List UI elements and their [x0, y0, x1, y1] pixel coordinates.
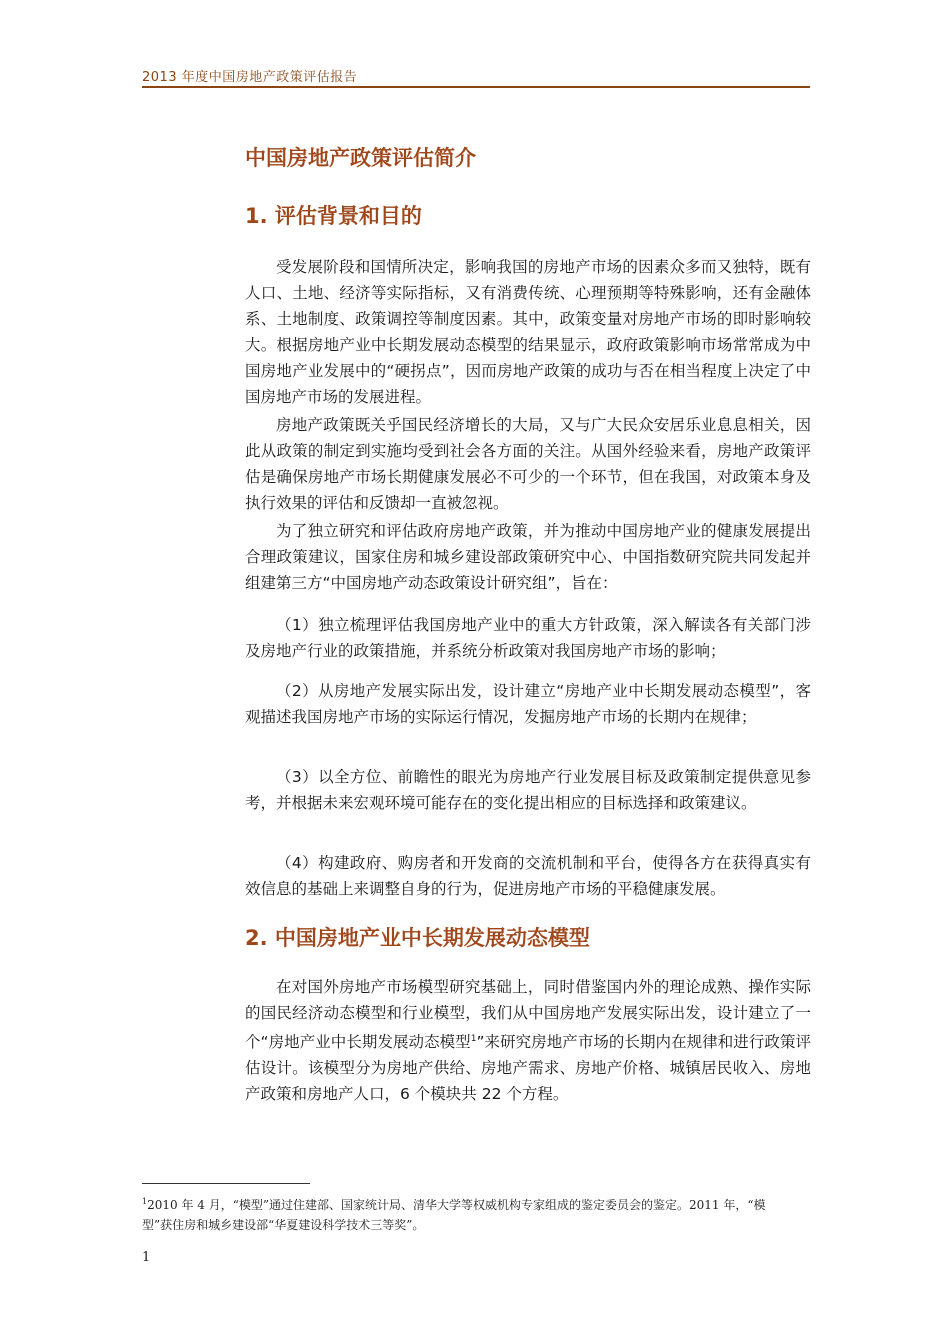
footnote-number: 1	[142, 1197, 148, 1206]
section1-paragraph-2: 房地产政策既关乎国民经济增长的大局，又与广大民众安居乐业息息相关，因此从政策的制定到实施均受到社会各方面的关注。从国外经验来看，房地产政策评估是确保房地产市场长期健康发展必不可少的一个环节，但在我国，对政策本身及执行效果的评估和反馈却一直被忽视。	[245, 416, 811, 512]
footnote-divider	[142, 1183, 310, 1184]
footnote-text: 2010 年 4 月，“模型”通过住建部、国家统计局、清华大学等权威机构专家组成的鉴定委员会的鉴定。2011 年，“模型”获住房和城乡建设部“华夏建设科学技术三等奖”。	[142, 1198, 766, 1232]
section1-goal-1: （1）独立梳理评估我国房地产业中的重大方针政策，深入解读各有关部门涉及房地产行业的政策措施，并系统分析政策对我国房地产市场的影响；	[245, 616, 811, 660]
header-title: 2013 年度中国房地产政策评估报告	[142, 70, 358, 85]
footnote-reference[interactable]: 1	[470, 1034, 477, 1044]
section1-goal-4: （4）构建政府、购房者和开发商的交流机制和平台，使得各方在获得真实有效信息的基础上来调整自身的行为，促进房地产市场的平稳健康发展。	[245, 854, 811, 898]
page-header	[142, 66, 810, 85]
section1-paragraph-1: 受发展阶段和国情所决定，影响我国的房地产市场的因素众多而又独特，既有人口、土地、经济等实际指标，又有消费传统、心理预期等特殊影响，还有金融体系、土地制度、政策调控等制度因素。其中，政策变量对房地产市场的即时影响较大。根据房地产业中长期发展动态模型的结果显示，政府政策影响市场常常成为中国房地产业发展中的“硬拐点”，因而房地产政策的成功与否在相当程度上决定了中国房地产市场的发展进程。	[245, 258, 811, 406]
section2-text-after: ”来研究房地产市场的长期内在规律和进行政策评估设计。该模型分为房地产供给、房地产需求、房地产价格、城镇居民收入、房地产政策和房地产人口，6 个模块共 22 个方程。	[245, 1033, 811, 1104]
section2-heading: 2. 中国房地产业中长期发展动态模型	[245, 926, 590, 950]
section1-paragraph-3: 为了独立研究和评估政府房地产政策，并为推动中国房地产业的健康发展提出合理政策建议，国家住房和城乡建设部政策研究中心、中国指数研究院共同发起并组建第三方“中国房地产动态政策设计研究组”，旨在：	[245, 522, 811, 592]
section1-goal-3: （3）以全方位、前瞻性的眼光为房地产行业发展目标及政策制定提供意见参考，并根据未来宏观环境可能存在的变化提出相应的目标选择和政策建议。	[245, 768, 811, 812]
page-number: 1	[142, 1250, 151, 1265]
section2-paragraph-1	[245, 974, 811, 1107]
section2-text-before: 在对国外房地产市场模型研究基础上，同时借鉴国内外的理论成熟、操作实际的国民经济动态模型和行业模型，我们从中国房地产发展实际出发，设计建立了一个“房地产业中长期发展动态模型	[245, 978, 811, 1052]
section1-goal-2: （2）从房地产发展实际出发，设计建立“房地产业中长期发展动态模型”，客观描述我国房地产市场的实际运行情况，发掘房地产市场的长期内在规律；	[245, 682, 811, 726]
footnote	[142, 1192, 782, 1235]
header-divider	[142, 86, 810, 88]
section1-heading: 1. 评估背景和目的	[245, 204, 422, 228]
page-title: 中国房地产政策评估简介	[245, 146, 476, 170]
